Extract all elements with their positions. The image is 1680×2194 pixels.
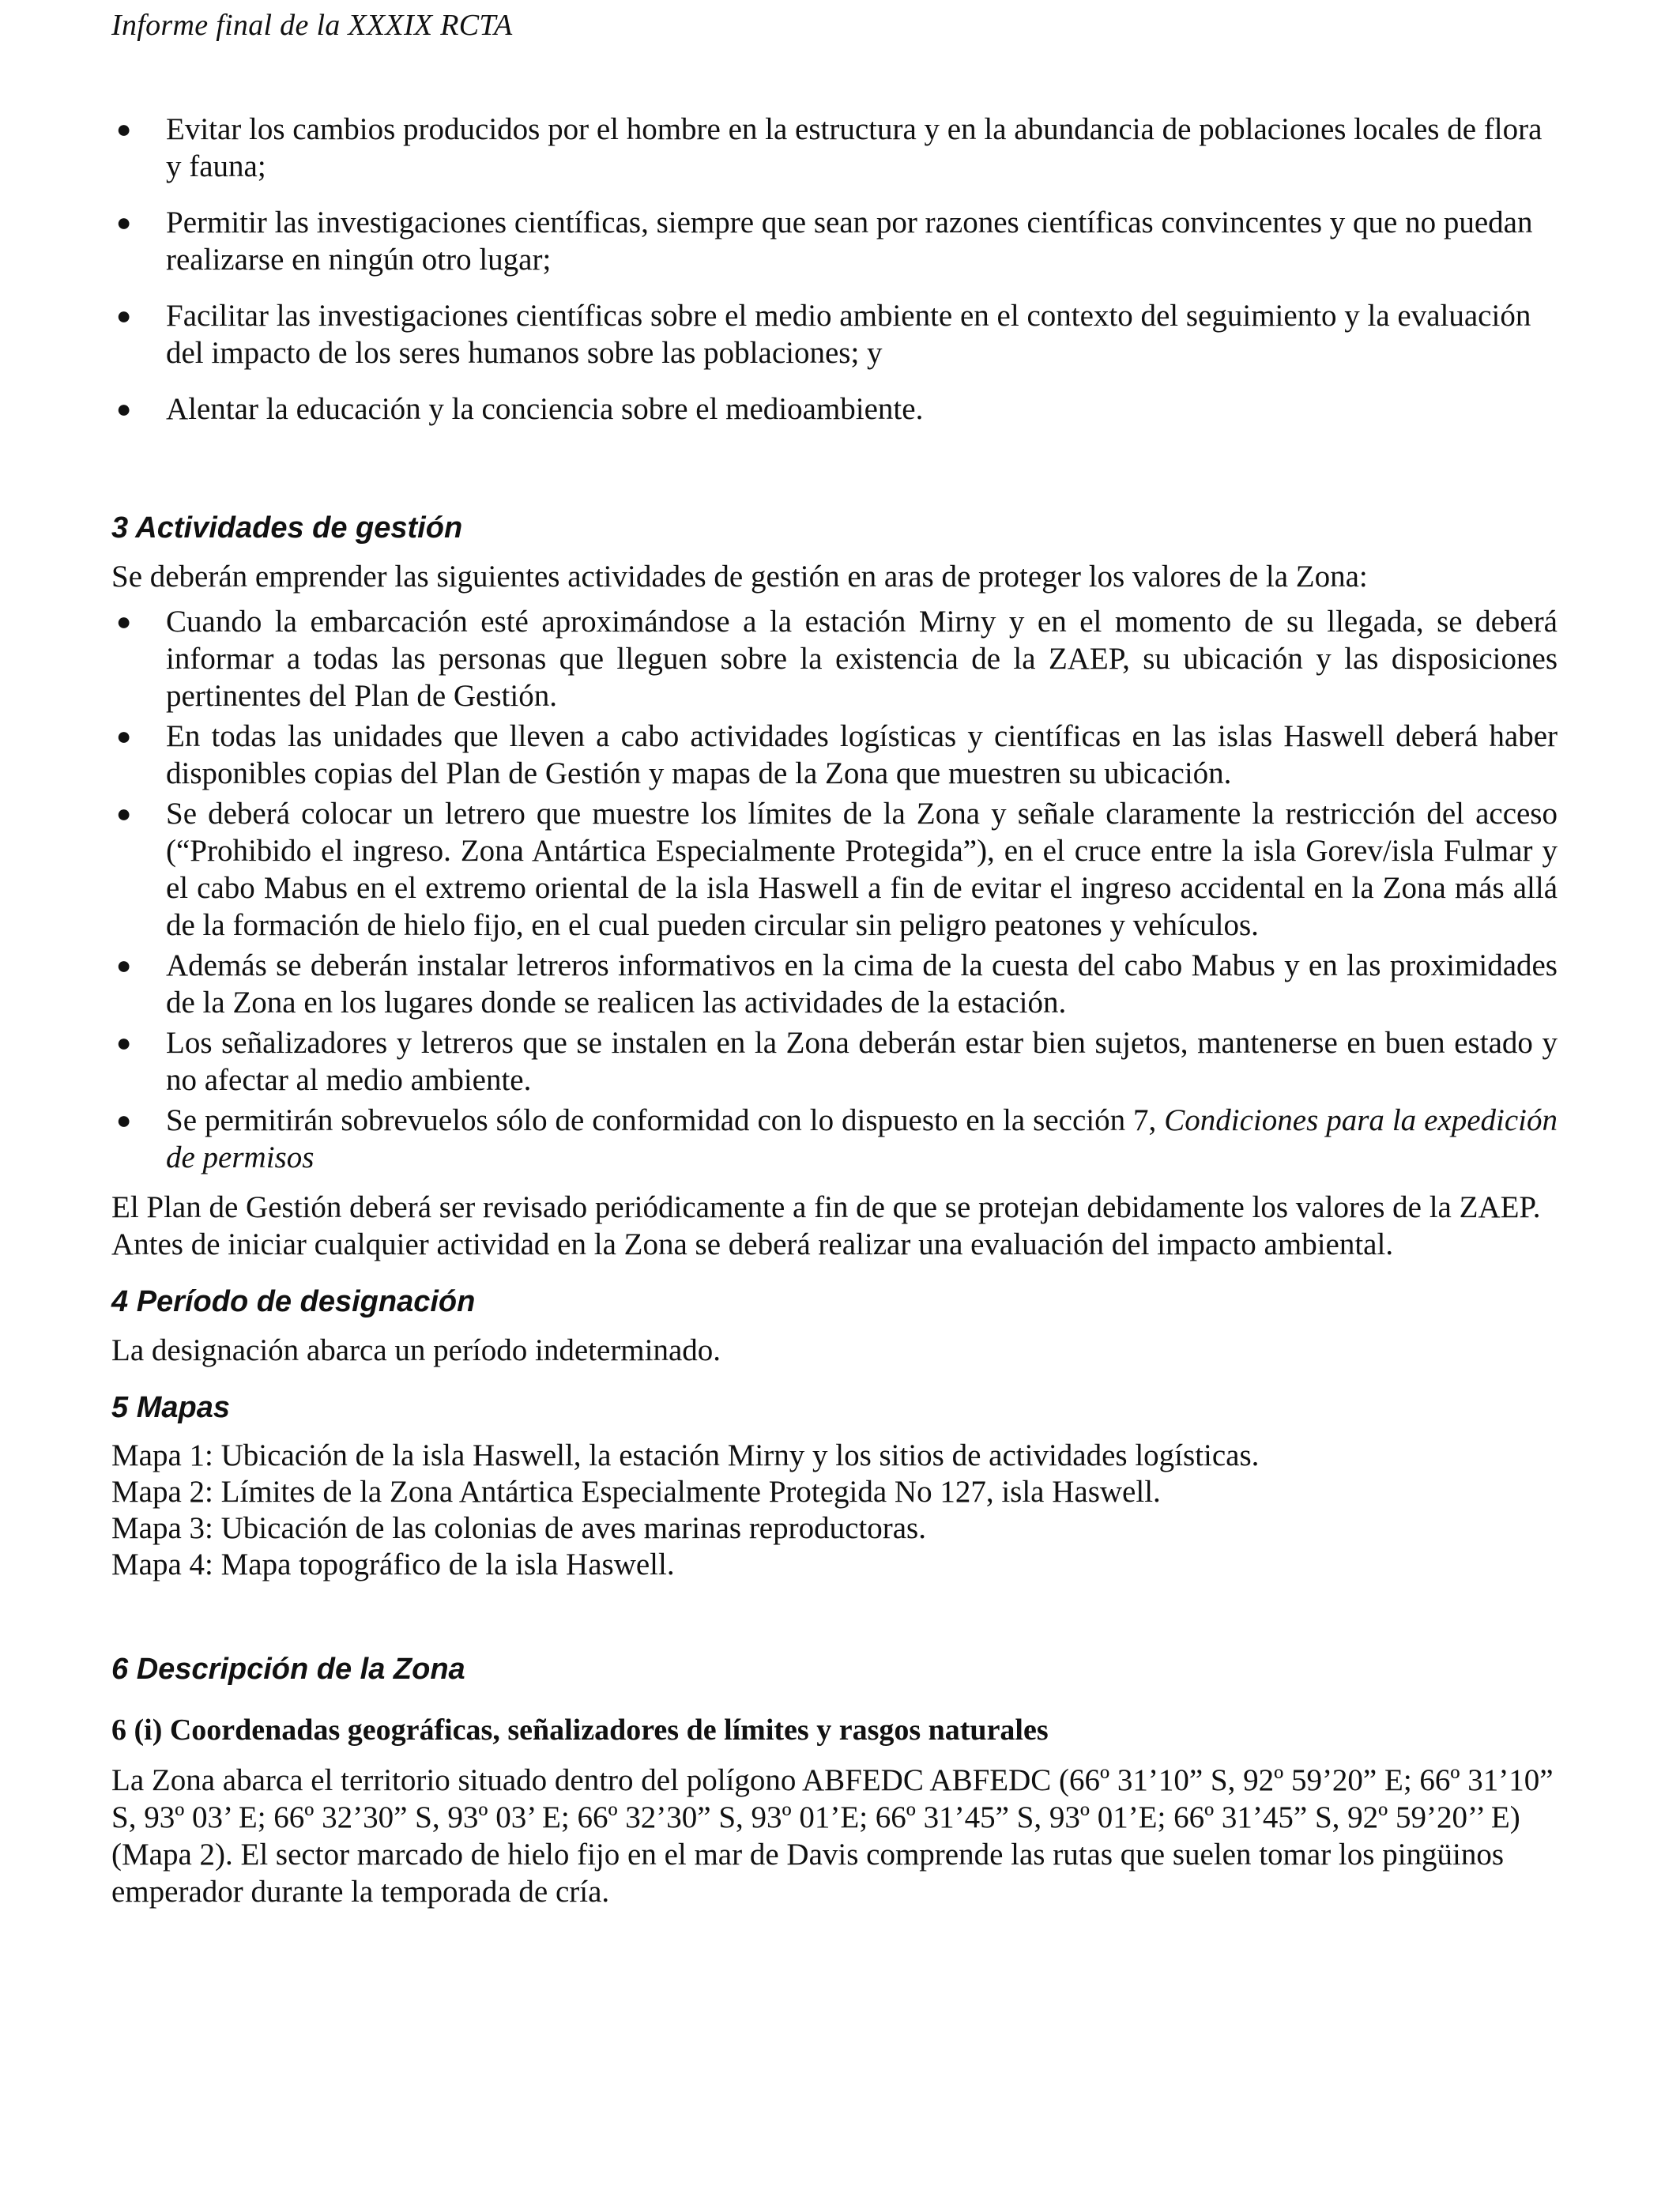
list-item: ● Cuando la embarcación esté aproximándose a la estación Mirny y en el momento de su llegada, se deberá informar a todas las personas que lleguen sobre la existencia de la ZAEP, su ubicación y las disposiciones pertinentes del Plan de Gestión.: [116, 605, 1558, 713]
document-body: [111, 111, 1558, 1910]
map-item: Mapa 1: Ubicación de la isla Haswell, la estación Mirny y los sitios de actividades logísticas.: [111, 1438, 1260, 1472]
list-item: ● Los señalizadores y letreros que se instalen en la Zona deberán estar bien sujetos, mantenerse en buen estado y no afectar al medio ambiente.: [116, 1026, 1558, 1097]
bullet-icon: ●: [116, 607, 132, 635]
section-6-text: La Zona abarca el territorio situado dentro del polígono ABFEDC ABFEDC (66º 31’10” S, 92º 59’20” E; 66º 31’10” S, 93º 03’ E; 66º 32’30” S, 93º 03’ E; 66º 32’30” S, 93º 01’E; 66º 31’45” S, 93º 01’E; 66º 31’45” S, 92º 59’20’’ E) (Mapa 2). El sector marcado de hielo fijo en el mar de Davis comprende las rutas que suelen tomar los pingüinos emperador durante la temporada de cría.: [111, 1763, 1554, 1909]
list-item: ● Facilitar las investigaciones científicas sobre el medio ambiente en el contexto del seguimiento y la evaluación del impacto de los seres humanos sobre las poblaciones; y: [116, 299, 1531, 370]
section-4-text: La designación abarca un período indeterminado.: [111, 1333, 721, 1367]
list-item: ● Se deberá colocar un letrero que muestre los límites de la Zona y señale claramente la restricción del acceso (“Prohibido el ingreso. Zona Antártica Especialmente Protegida”), en el cruce entre la isla Gorev/isla Fulmar y el cabo Mabus en el extremo oriental de la isla Haswell a fin de evitar el ingreso accidental en la Zona más allá de la formación de hielo fijo, en el cual pueden circular sin peligro peatones y vehículos.: [116, 797, 1558, 942]
bullet-icon: ●: [116, 951, 132, 979]
bullet-icon: ●: [116, 722, 132, 750]
bullet-icon: ●: [116, 115, 132, 143]
bullet-icon: ●: [116, 1106, 132, 1134]
map-item: Mapa 3: Ubicación de las colonias de aves marinas reproductoras.: [111, 1511, 926, 1545]
list-item: ● Además se deberán instalar letreros informativos en la cima de la cuesta del cabo Mabus y en las proximidades de la Zona en los lugares donde se realicen las actividades de la estación.: [116, 948, 1558, 1020]
bullet-icon: ●: [116, 394, 132, 423]
map-item: Mapa 2: Límites de la Zona Antártica Especialmente Protegida No 127, isla Haswell.: [111, 1475, 1161, 1509]
section-3-intro: Se deberán emprender las siguientes actividades de gestión en aras de proteger los valores de la Zona:: [111, 560, 1368, 594]
bullet-icon: ●: [116, 1028, 132, 1057]
management-activities-list: [111, 603, 1558, 1176]
objectives-list: [111, 111, 1558, 428]
list-item: ● Permitir las investigaciones científicas, siempre que sean por razones científicas convincentes y que no puedan realizarse en ningún otro lugar;: [116, 205, 1533, 277]
section-4-heading: 4 Período de designación: [111, 1285, 476, 1318]
running-header: Informe final de la XXXIX RCTA: [111, 9, 513, 42]
permit-conditions-reference: Condiciones para la expedición de permisos: [166, 1103, 1558, 1174]
list-item: ● En todas las unidades que lleven a cabo actividades logísticas y científicas en las islas Haswell deberá haber disponibles copias del Plan de Gestión y mapas de la Zona que muestren su ubicación.: [116, 719, 1558, 790]
maps-list: [111, 1438, 1558, 1583]
section-6-heading: 6 Descripción de la Zona: [111, 1653, 465, 1686]
list-item: ● Evitar los cambios producidos por el hombre en la estructura y en la abundancia de poblaciones locales de flora y fauna;: [116, 112, 1543, 183]
section-3-closing: El Plan de Gestión deberá ser revisado periódicamente a fin de que se protejan debidamente los valores de la ZAEP. Antes de iniciar cualquier actividad en la Zona se deberá realizar una evaluación del impacto ambiental.: [111, 1190, 1541, 1261]
list-item: ● Alentar la educación y la conciencia sobre el medioambiente.: [116, 392, 924, 426]
list-item: ● Se permitirán sobrevuelos sólo de conformidad con lo dispuesto en la sección 7, Condiciones para la expedición de permisos: [116, 1103, 1558, 1174]
map-item: Mapa 4: Mapa topográfico de la isla Haswell.: [111, 1547, 675, 1581]
section-3-heading: 3 Actividades de gestión: [111, 511, 463, 545]
section-5-heading: 5 Mapas: [111, 1391, 230, 1424]
section-6-subheading: 6 (i) Coordenadas geográficas, señalizadores de límites y rasgos naturales: [111, 1713, 1049, 1747]
bullet-icon: ●: [116, 799, 132, 827]
bullet-icon: ●: [116, 208, 132, 236]
bullet-icon: ●: [116, 301, 132, 330]
